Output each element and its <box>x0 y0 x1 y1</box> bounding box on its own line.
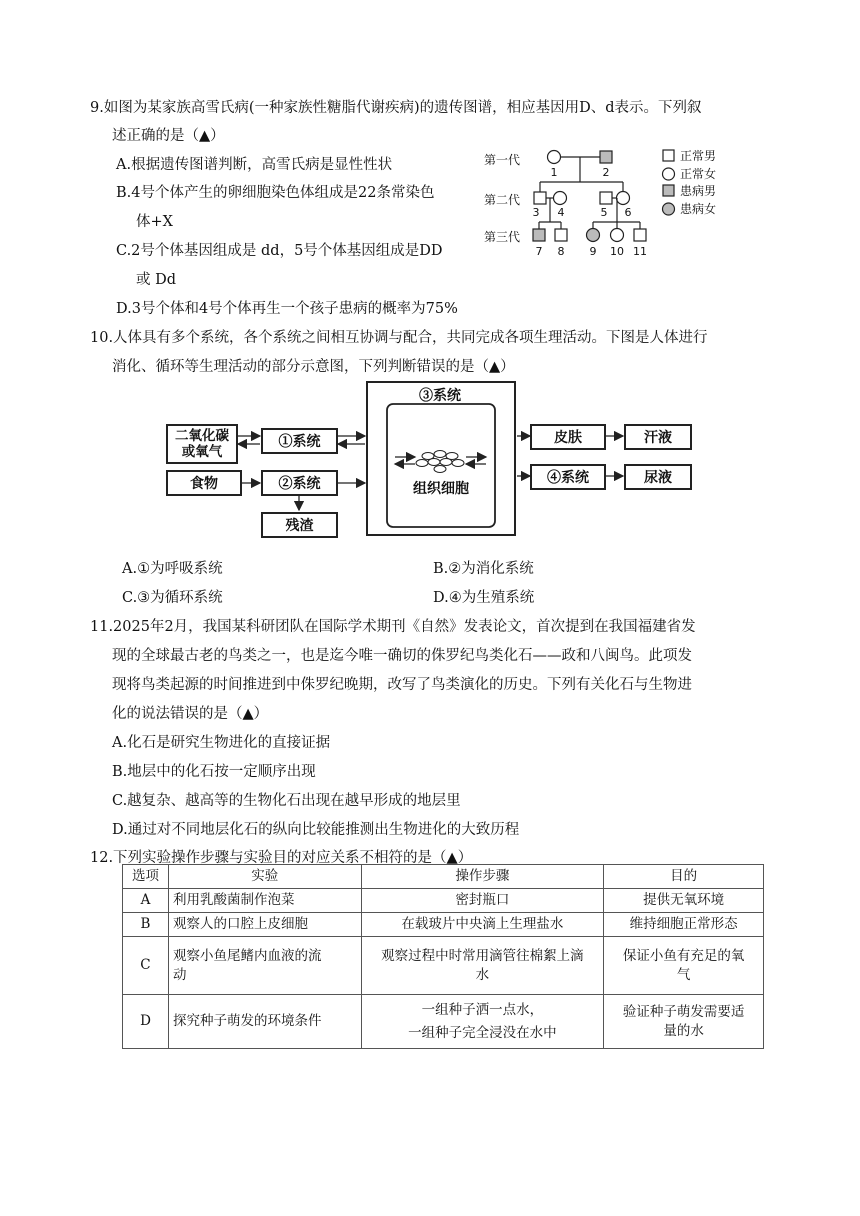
q11-stem-line4: 化的说法错误的是（▲） <box>112 706 269 722</box>
experiment-table <box>122 864 764 1049</box>
table-row: D 探究种子萌发的环境条件 一组种子洒一点水， 一组种子完全浸没在水中 验证种子萌发需要适 量的水 <box>123 995 764 1049</box>
table-row: C 观察小鱼尾鳍内血液的流 动 观察过程中时常用滴管往棉絮上滴 水 保证小鱼有充足的氧 气 <box>123 937 764 995</box>
svg-text:正常男: 正常男 <box>680 149 717 163</box>
q9-stem-line2: 述正确的是（▲） <box>112 128 225 144</box>
sweat-box: 汗液 <box>624 424 692 450</box>
table-row: A 利用乳酸菌制作泡菜 密封瓶口 提供无氧环境 <box>123 889 764 913</box>
svg-text:9: 9 <box>589 245 597 258</box>
q11-option-b: B.地层中的化石按一定顺序出现 <box>112 764 316 780</box>
table-header: 实验 <box>168 865 361 889</box>
q9-option-b-line1: B.4号个体产生的卵细胞染色体组成是22条常染色 <box>116 185 435 201</box>
svg-text:11: 11 <box>633 245 647 258</box>
skin-box: 皮肤 <box>530 424 606 450</box>
individual-1-normal-female <box>548 151 561 164</box>
individual-10-normal-female <box>611 229 624 242</box>
legend-normal-female-icon <box>663 168 675 180</box>
individual-5-normal-male <box>600 192 612 204</box>
table-header: 选项 <box>123 865 169 889</box>
svg-text:10: 10 <box>610 245 624 258</box>
q9-option-a: A.根据遗传图谱判断，高雪氏病是显性性状 <box>116 157 393 173</box>
individual-6-normal-female <box>617 192 630 205</box>
legend-normal-male-icon <box>663 150 674 161</box>
q11-option-d: D.通过对不同地层化石的纵向比较能推测出生物进化的大致历程 <box>112 822 520 838</box>
q10-option-c: C.③为循环系统 <box>122 590 223 606</box>
q10-option-d: D.④为生殖系统 <box>433 590 535 606</box>
q10-stem-line2: 消化、循环等生理活动的部分示意图，下列判断错误的是（▲） <box>112 359 515 375</box>
system-2-box: ②系统 <box>261 470 338 496</box>
q11-stem-line1: 11.2025年2月，我国某科研团队在国际学术期刊《自然》发表论文，首次提到在我国福建省发 <box>90 619 696 635</box>
q9-stem-line1: 9.如图为某家族高雪氏病(一种家族性糖脂代谢疾病)的遗传图谱，相应基因用D、d表示。下列叙 <box>90 100 702 116</box>
pedigree-chart <box>480 140 770 265</box>
gen3-label: 第三代 <box>484 230 521 244</box>
table-header-row <box>123 865 764 889</box>
individual-2-affected-male <box>600 151 612 163</box>
individual-7-affected-male <box>533 229 545 241</box>
q11-option-c: C.越复杂、越高等的生物化石出现在越早形成的地层里 <box>112 793 461 809</box>
system-4-box: ④系统 <box>530 464 606 490</box>
svg-text:2: 2 <box>602 166 610 179</box>
table-row: B 观察人的口腔上皮细胞 在载玻片中央滴上生理盐水 维持细胞正常形态 <box>123 913 764 937</box>
q10-stem-line1: 10.人体具有多个系统，各个系统之间相互协调与配合，共同完成各项生理活动。下图是人体进行 <box>90 330 708 346</box>
q11-option-a: A.化石是研究生物进化的直接证据 <box>112 735 331 751</box>
urine-box: 尿液 <box>624 464 692 490</box>
table-header: 操作步骤 <box>361 865 604 889</box>
svg-text:7: 7 <box>535 245 543 258</box>
svg-text:6: 6 <box>624 206 632 219</box>
q9-option-c-line1: C.2号个体基因组成是 dd，5号个体基因组成是DD <box>116 243 443 259</box>
svg-text:5: 5 <box>600 206 608 219</box>
system-1-box: ①系统 <box>261 428 338 454</box>
q9-option-d: D.3号个体和4号个体再生一个孩子患病的概率为75% <box>116 301 458 317</box>
individual-9-affected-female <box>587 229 600 242</box>
food-box: 食物 <box>166 470 242 496</box>
table-header: 目的 <box>604 865 764 889</box>
svg-text:8: 8 <box>557 245 565 258</box>
tissue-cells-label: 组织细胞 <box>413 481 469 497</box>
legend-affected-female-icon <box>663 203 675 215</box>
svg-text:患病男: 患病男 <box>680 184 717 198</box>
tissue-cells-icon <box>416 451 464 473</box>
q10-option-a: A.①为呼吸系统 <box>122 561 223 577</box>
svg-text:4: 4 <box>557 206 565 219</box>
body-systems-diagram <box>160 380 705 540</box>
q10-option-b: B.②为消化系统 <box>433 561 534 577</box>
q9-option-b-line2: 体+X <box>136 214 173 230</box>
gen1-label: 第一代 <box>484 153 521 167</box>
legend-affected-male-icon <box>663 185 674 196</box>
q9-option-c-line2: 或 Dd <box>136 272 177 288</box>
svg-text:患病女: 患病女 <box>680 202 717 216</box>
individual-3-normal-male <box>534 192 546 204</box>
q11-stem-line2: 现的全球最古老的鸟类之一，也是迄今唯一确切的侏罗纪鸟类化石——政和八闽鸟。此项发 <box>112 648 692 664</box>
individual-4-normal-female <box>554 192 567 205</box>
individual-11-normal-male <box>634 229 646 241</box>
system-3-label: ③系统 <box>419 388 461 404</box>
co2-oxygen-box: 二氧化碳 或氧气 <box>166 424 238 464</box>
residue-box: 残渣 <box>261 512 338 538</box>
gen2-label: 第二代 <box>484 193 521 207</box>
svg-text:3: 3 <box>532 206 540 219</box>
svg-text:1: 1 <box>550 166 558 179</box>
individual-8-normal-male <box>555 229 567 241</box>
svg-text:正常女: 正常女 <box>680 167 717 181</box>
q12-stem: 12.下列实验操作步骤与实验目的对应关系不相符的是（▲） <box>90 850 473 866</box>
q11-stem-line3: 现将鸟类起源的时间推进到中侏罗纪晚期，改写了鸟类演化的历史。下列有关化石与生物进 <box>112 677 692 693</box>
